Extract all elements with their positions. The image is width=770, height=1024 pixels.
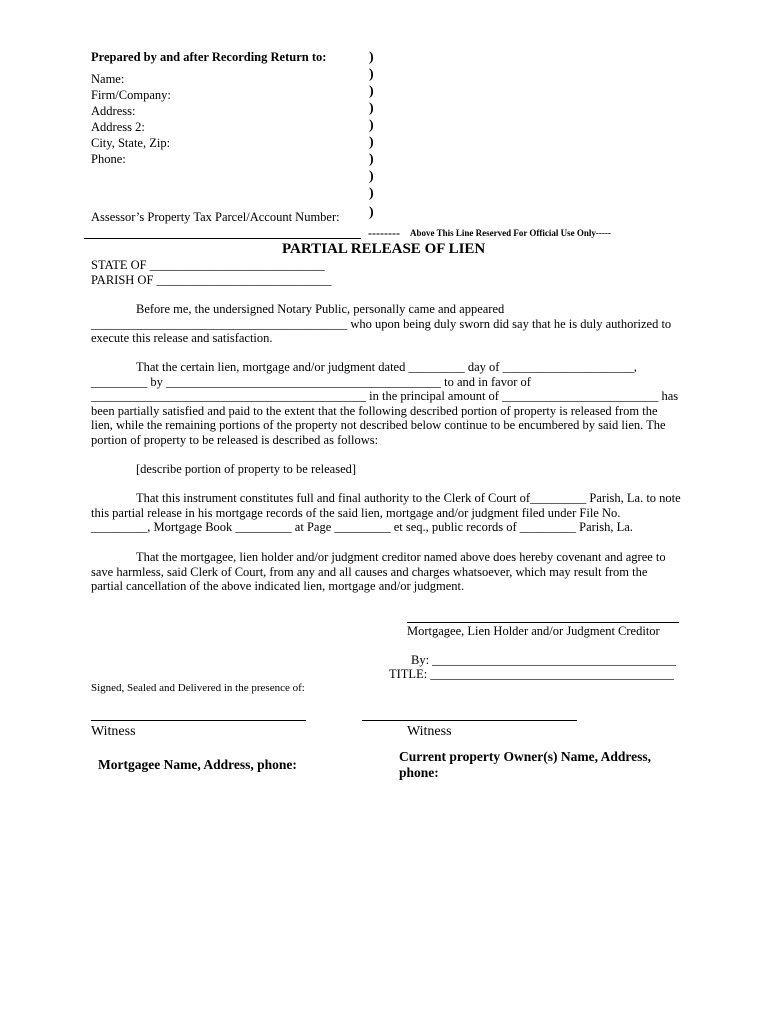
mortgagee-info-heading: Mortgagee Name, Address, phone: [98,757,297,772]
phone-label: Phone: [91,152,126,166]
firm-label: Firm/Company: [91,88,171,102]
paren: ) [369,67,374,82]
city-state-zip-label: City, State, Zip: [91,136,171,150]
prepared-by-heading: Prepared by and after Recording Return to: [91,50,327,64]
paren: ) [369,50,374,65]
paren: ) [369,118,374,133]
reserved-notice: Above This Line Reserved For Official Use Only----- [410,228,611,238]
by-line: By: _______________________________________ [411,653,676,667]
owner-info-heading: Current property Owner(s) Name, Address, phone: [399,749,651,780]
document-title: PARTIAL RELEASE OF LIEN [282,241,486,257]
reserved-dashes: -------- [368,226,400,240]
paren: ) [369,205,374,220]
name-label: Name: [91,72,125,86]
witness1-label: Witness [91,724,136,739]
lien-details-paragraph: That the certain lien, mortgage and/or judgment dated _________ day of _____________________, _________ by ____________________________________________ to and in favor of ____________________________________________ in the principal amount of _________________________ has been partially satisfied and paid to the extent that the following described portion of property is released from the lien, while the remaining portions of the property not described below continue to be encumbered by said lien. The portion of property to be released is described as follows: [91,360,679,447]
state-of-line: STATE OF ____________________________ [91,258,325,272]
paren: ) [369,169,374,184]
signed-sealed-text: Signed, Sealed and Delivered in the presence of: [91,682,305,694]
parcel-label: Assessor’s Property Tax Parcel/Account Number: [91,210,340,224]
paren: ) [369,84,374,99]
mortgagee-signature-line [407,622,679,623]
property-description-placeholder: [describe portion of property to be released] [136,462,357,476]
address2-label: Address 2: [91,120,145,134]
witness1-signature-line [91,720,306,721]
paren: ) [369,152,374,167]
paren: ) [369,186,374,201]
header-divider [84,238,361,239]
mortgagee-label: Mortgagee, Lien Holder and/or Judgment Creditor [407,624,660,638]
paren: ) [369,101,374,116]
witness2-label: Witness [407,724,452,739]
title-line: TITLE: _______________________________________ [389,667,675,681]
indemnity-paragraph: That the mortgagee, lien holder and/or judgment creditor named above does hereby covenant and agree to save harmless, said Clerk of Court, from any and all causes and charges whatsoever, which may result from the partial cancellation of the above indicated lien, mortgage and/or judgment. [91,550,666,593]
appearance-paragraph: Before me, the undersigned Notary Public, personally came and appeared _________________________________________ who upon being duly sworn did say that he is duly authorized to execute this release and satisfaction. [91,302,672,345]
paren: ) [369,135,374,150]
authority-paragraph: That this instrument constitutes full and final authority to the Clerk of Court of_________ Parish, La. to note this partial release in his mortgage records of the said lien, mortgage and/or judgment filed under File No. _________, Mortgage Book _________ at Page _________ et seq., public records of _________ Parish, La. [91,491,681,534]
address-label: Address: [91,104,136,118]
witness2-signature-line [362,720,577,721]
parish-of-line: PARISH OF ____________________________ [91,273,332,287]
